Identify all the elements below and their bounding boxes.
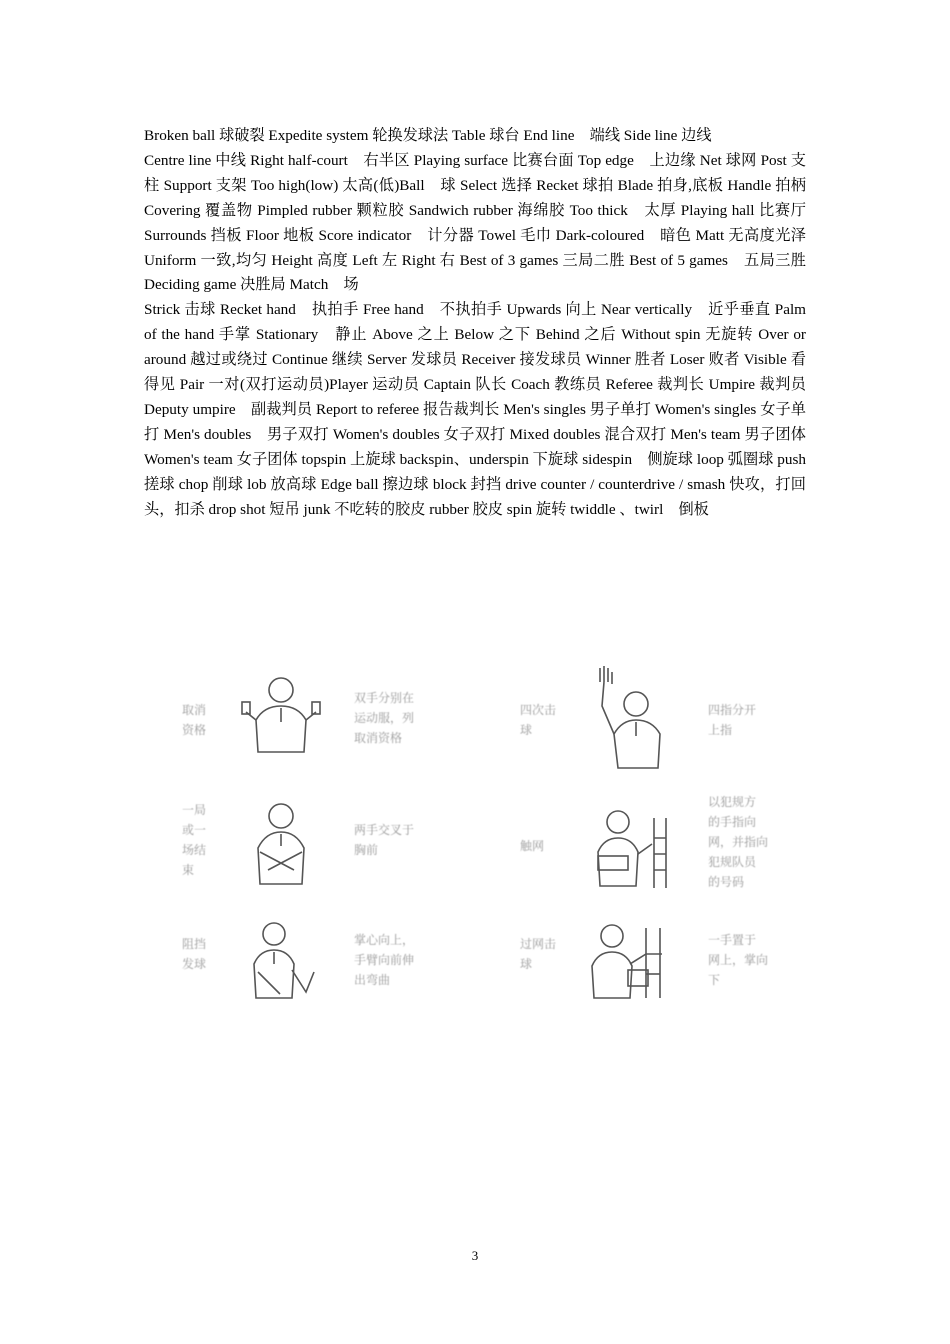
- body-text: [144, 124, 806, 523]
- signal-title-end-of-game: 一局 或一 场结 束: [182, 803, 207, 877]
- signal-title-blocking: 阻挡 发球: [182, 937, 207, 971]
- referee-illustration-end-of-game: [236, 796, 326, 892]
- paragraph-1: Broken ball 球破裂 Expedite system 轮换发球法 Table 球台 End line 端线 Side line 边线: [144, 127, 712, 144]
- referee-illustration-four-hits: [584, 662, 674, 774]
- signal-description-reaching-over: 一手置于 网上，掌向 下: [708, 933, 769, 987]
- signal-title-touching-net: 触网: [520, 839, 545, 853]
- signal-description-end-of-game: 两手交叉于 胸前: [354, 823, 415, 857]
- referee-signals-figure: [144, 648, 860, 1020]
- signal-description-blocking: 掌心向上， 手臂向前伸 出弯曲: [354, 933, 415, 987]
- signal-title-disqualification: 取消 资格: [182, 703, 207, 737]
- referee-illustration-blocking: [236, 912, 326, 1008]
- signal-description-disqualification: 双手分别在 运动服，列 取消资格: [354, 691, 415, 745]
- signal-description-four-hits: 四指分开 上指: [708, 703, 757, 737]
- referee-illustration-touching-net: [584, 798, 674, 894]
- paragraph-2: Centre line 中线 Right half-court 右半区 Playing surface 比赛台面 Top edge 上边缘 Net 球网 Post 支柱 Support 支架 Too high(low) 太高(低)Ball 球 Select 选择 Recket 球拍 Blade 拍身,底板 Handle 拍柄 Covering 覆盖物 Pimpled rubber 颗粒胶 Sandwich rubber 海绵胶 Too thick 太厚 Playing hall 比赛厅 Surrounds 挡板 Floor 地板 Score indicator 计分器 Towel 毛巾 Dark-coloured 暗色 Matt 无高度光泽 Uniform 一致,均匀 Height 高度 Left 左 Right 右 Best of 3 games 三局二胜 Best of 5 games 五局三胜 Deciding game 决胜局 Match 场: [144, 151, 806, 294]
- referee-illustration-reaching-over: [584, 914, 674, 1004]
- signal-description-touching-net: 以犯规方 的手指向 网，并指向 犯规队员 的号码: [708, 795, 769, 889]
- paragraph-3: Strick 击球 Recket hand 执拍手 Free hand 不执拍手 Upwards 向上 Near vertically 近乎垂直 Palm of the hand 手掌 Stationary 静止 Above 之上 Below 之下 Behind 之后 Without spin 无旋转 Over or around 越过或绕过 Continue 继续 Server 发球员 Receiver 接发球员 Winner 胜者 Loser 败者 Visible 看得见 Pair 一对(双打运动员)Player 运动员 Captain 队长 Coach 教练员 Referee 裁判长 Umpire 裁判员 Deputy umpire 副裁判员 Report to referee 报告裁判长 Men's singles 男子单打 Women's singles 女子单打 Men's doubles 男子双打 Women's doubles 女子双打 Mixed doubles 混合双打 Men's team 男子团体 Women's team 女子团体 topspin 上旋球 backspin、underspin 下旋球 sidespin 侧旋球 loop 弧圈球 push 搓球 chop 削球 lob 放高球 Edge ball 擦边球 block 封挡 drive counter / counterdrive / smash 快攻，打回头，扣杀 drop shot 短吊 junk 不吃转的胶皮 rubber 胶皮 spin 旋转 twiddle 、twirl 倒板: [144, 301, 806, 518]
- page-number: 3: [471, 1248, 479, 1263]
- signal-title-four-hits: 四次击 球: [520, 703, 557, 737]
- referee-illustration-disqualification: [236, 672, 326, 764]
- signal-title-reaching-over: 过网击 球: [520, 937, 557, 971]
